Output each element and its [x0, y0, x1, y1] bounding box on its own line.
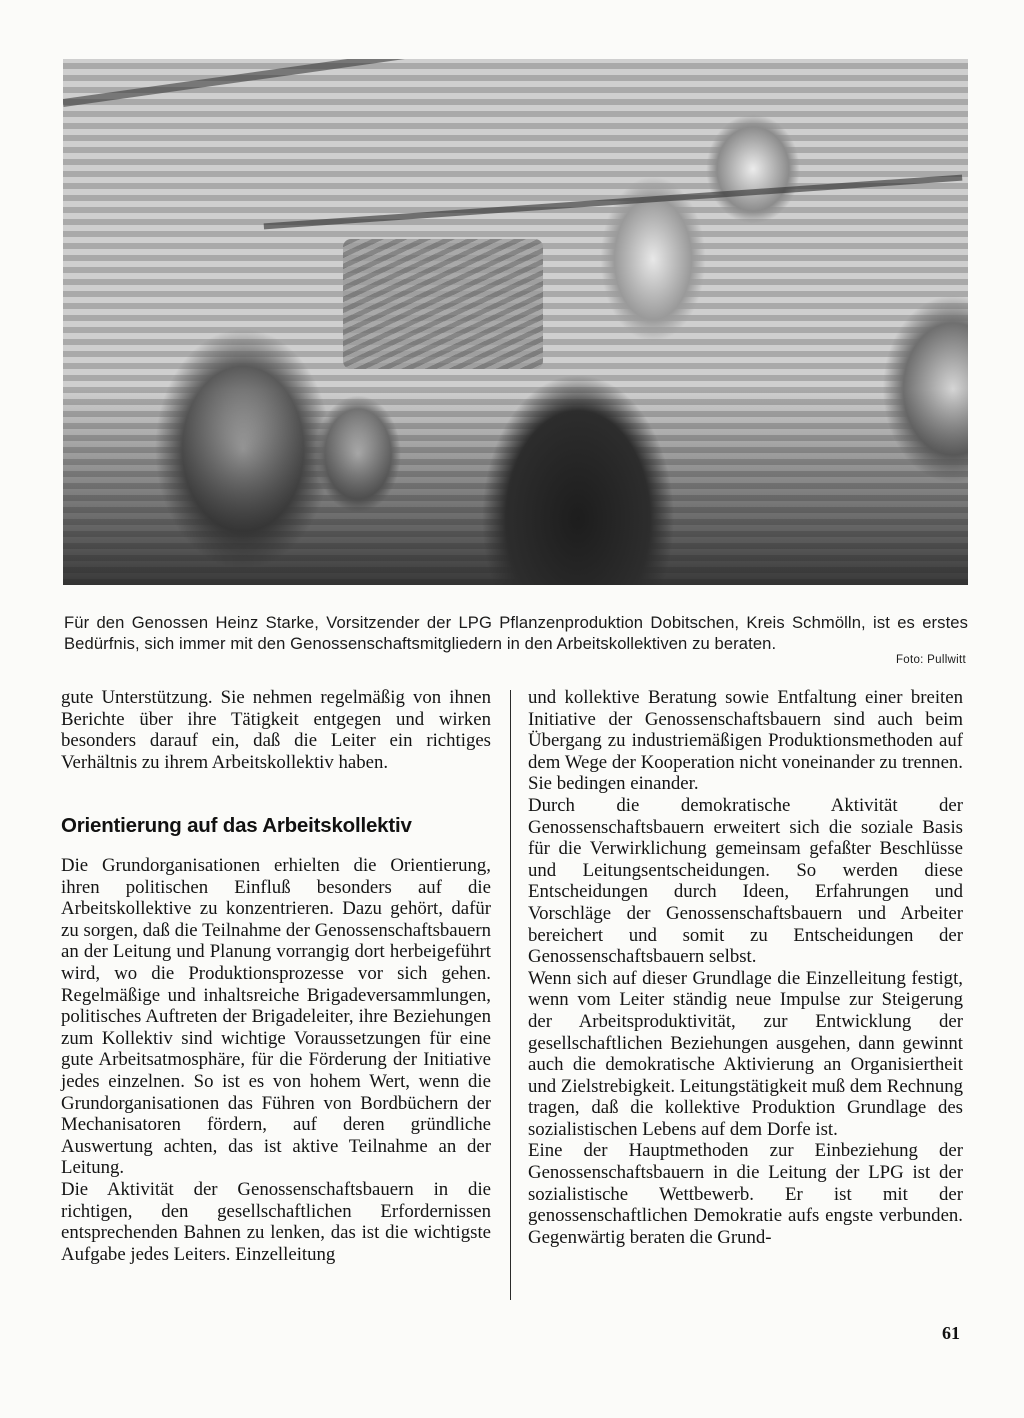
photo-caption: Für den Genossen Heinz Starke, Vorsitzender der LPG Pflanzenproduktion Dobitschen, Kreis Schmölln, ist es erstes Bedürfnis, sich immer mit den Genossenschaftsmitgliedern in den Arbeitskollektiven zu beraten.: [64, 613, 968, 653]
photo-credit: Foto: Pullwitt: [895, 654, 966, 666]
intro-paragraph: gute Unterstützung. Sie nehmen regelmäßig von ihnen Berichte über ihre Tätigkeit entgegen und wirken besonders darauf ein, daß die Leiter ein richtiges Verhältnis zu ihrem Arbeitskollektiv haben.: [61, 687, 491, 773]
body-paragraph: Die Grundorganisationen erhielten die Orientierung, ihren politischen Einfluß besonders auf die Arbeitskollektive zu konzentrieren. Dazu gehört, dafür zu sorgen, daß die Teilnahme der Genossenschaftsbauern an der Leitung und Planung vorrangig dort herbeigeführt wird, wo die Produktionsprozesse vor sich gehen. Regelmäßige und inhaltsreiche Brigadeversammlungen, politisches Auftreten der Brigadeleiter, ihre Beziehungen zum Kollektiv sind wichtige Voraussetzungen für eine gute Arbeitsatmosphäre, für die Förderung der Initiative jedes einzelnen. So ist es von hohem Wert, wenn die Grundorganisationen das Führen von Bordbüchern der Mechanisatoren fördern, auf deren gründliche Auswertung achten, das ist aktive Teilnahme an der Leitung.: [61, 855, 491, 1179]
left-column-body: [61, 855, 491, 1265]
left-column: [61, 687, 491, 773]
body-paragraph: Eine der Hauptmethoden zur Einbeziehung der Genossenschaftsbauern in die Leitung der LPG ist der sozialistische Wettbewerb. Er ist mit der genossenschaftlichen Demokratie aufs engste verbunden. Gegenwärtig beraten die Grund-: [528, 1140, 963, 1248]
right-column: [528, 687, 963, 1248]
photo-machine-rail-lower: [264, 175, 963, 230]
article-photo: [63, 59, 968, 585]
column-divider: [510, 690, 511, 1300]
body-paragraph: Durch die demokratische Aktivität der Genossenschaftsbauern erweitert sich die soziale Basis für die Verwirklichung gemeinsam gefaßter Beschlüsse und Leitungsentscheidungen. So werden diese Entscheidungen durch Ideen, Erfahrungen und Vorschläge der Genossenschaftsbauern und Arbeiter bereichert und somit zu Entscheidungen der Genossenschaftsbauern selbst.: [528, 794, 963, 968]
body-paragraph: Die Aktivität der Genossenschaftsbauern in die richtigen, den gesellschaftlichen Erfordernissen entsprechenden Bahnen zu lenken, das ist die wichtigste Aufgabe jedes Leiters. Einzelleitung: [61, 1178, 491, 1265]
photo-central-figure: [453, 319, 703, 585]
page-number: 61: [942, 1323, 960, 1343]
body-paragraph: und kollektive Beratung sowie Entfaltung einer breiten Initiative der Genossenschaftsbauern sind auch beim Übergang zu industriemäßigen Produktionsmethoden auf dem Wege der Kooperation nicht voneinander zu trennen. Sie bedingen einander.: [528, 687, 963, 795]
photo-machine-rail: [63, 59, 960, 107]
section-heading: Orientierung auf das Arbeitskollektiv: [61, 814, 412, 837]
body-paragraph: Wenn sich auf dieser Grundlage die Einzelleitung festigt, wenn vom Leiter ständig neue Impulse zur Steigerung der Arbeitsproduktivität, zur Entwicklung der gesellschaftlichen Beziehungen ausgehen, dann gewinnt auch die demokratische Aktivierung an Organisiertheit und Zielstrebigkeit. Leitungstätigkeit muß dem Rechnung tragen, daß die kollektive Produktion Grundlage des sozialistischen Lebens auf dem Dorfe ist.: [528, 967, 964, 1140]
